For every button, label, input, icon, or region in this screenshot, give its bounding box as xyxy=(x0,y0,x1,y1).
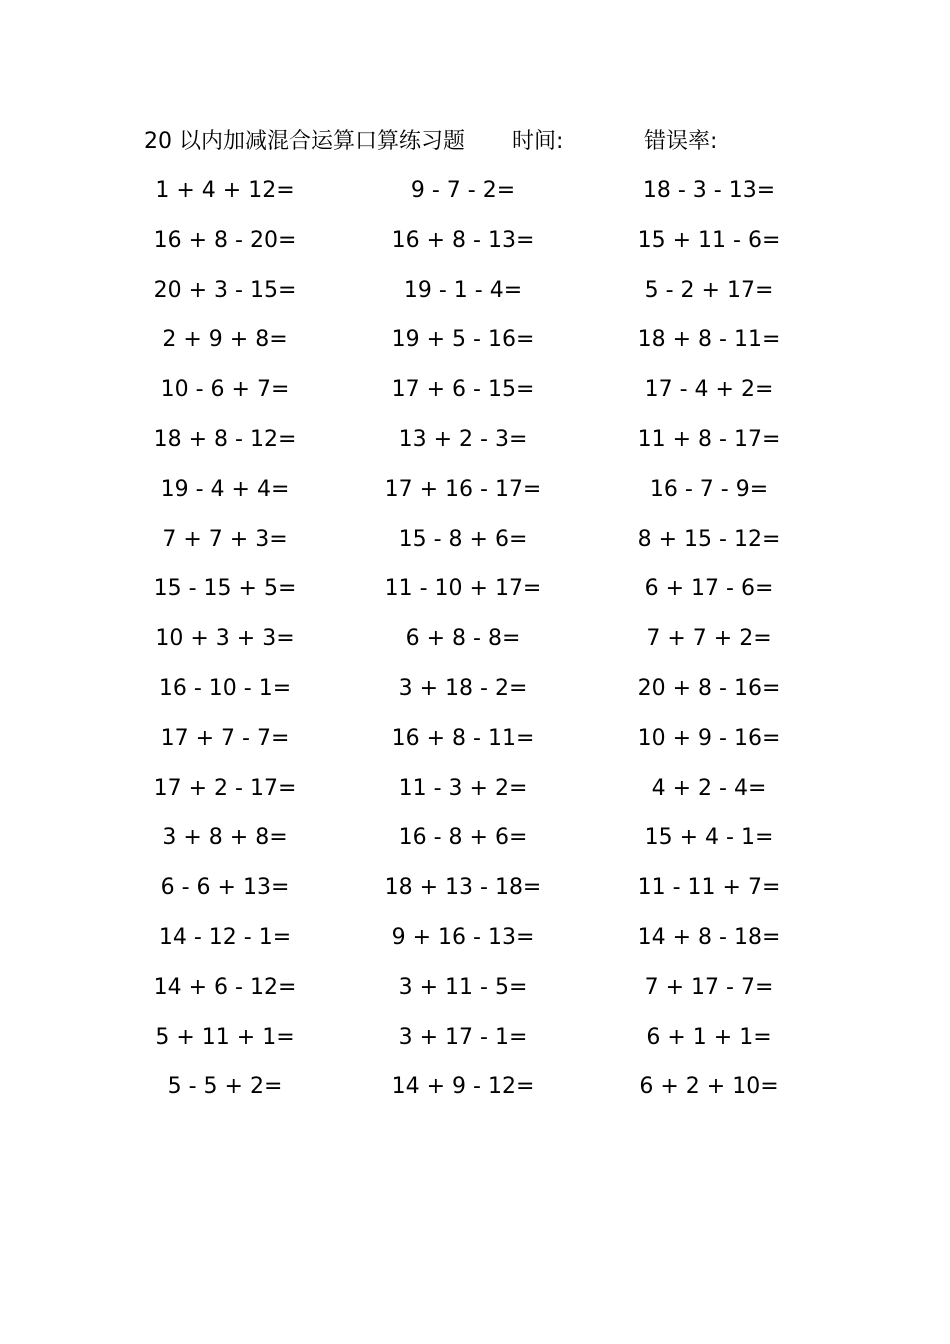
problem-row xyxy=(130,216,810,266)
problem-item: 11 + 8 - 17= xyxy=(637,426,781,452)
problem-item: 15 + 4 - 1= xyxy=(644,825,774,851)
problem-item: 14 + 8 - 18= xyxy=(637,924,781,950)
problem-item: 5 + 11 + 1= xyxy=(155,1024,295,1050)
problem-item: 7 + 7 + 3= xyxy=(162,526,288,552)
problem-item: 4 + 2 - 4= xyxy=(651,775,767,801)
problem-item: 18 - 3 - 13= xyxy=(642,178,776,203)
problem-row xyxy=(130,1062,810,1112)
problem-item: 11 - 3 + 2= xyxy=(398,775,528,801)
problem-item: 17 + 16 - 17= xyxy=(384,476,542,502)
problem-row xyxy=(130,1013,810,1063)
problem-item: 15 - 8 + 6= xyxy=(398,526,528,552)
problem-item: 18 + 8 - 11= xyxy=(637,327,781,353)
problem-row xyxy=(130,315,810,365)
problem-item: 10 - 6 + 7= xyxy=(160,377,290,403)
problem-item: 14 + 6 - 12= xyxy=(153,974,297,1000)
problem-item: 9 + 16 - 13= xyxy=(391,924,535,950)
problem-item: 3 + 11 - 5= xyxy=(398,974,528,1000)
problem-item: 13 + 2 - 3= xyxy=(398,426,528,452)
problem-item: 9 - 7 - 2= xyxy=(410,178,516,203)
worksheet-title: 20 以内加减混合运算口算练习题 xyxy=(144,129,465,154)
problem-item: 14 - 12 - 1= xyxy=(158,924,292,950)
problem-item: 19 - 4 + 4= xyxy=(160,476,290,502)
problem-item: 11 - 10 + 17= xyxy=(384,576,542,602)
problem-item: 5 - 5 + 2= xyxy=(167,1074,283,1100)
problem-item: 16 - 7 - 9= xyxy=(649,476,769,502)
worksheet-header xyxy=(144,124,844,160)
problem-row xyxy=(130,266,810,316)
problem-row xyxy=(130,415,810,465)
problem-item: 16 + 8 - 11= xyxy=(391,725,535,751)
problem-item: 7 + 7 + 2= xyxy=(646,626,772,652)
problem-item: 19 + 5 - 16= xyxy=(391,327,535,353)
time-label: 时间: xyxy=(512,129,564,154)
problem-item: 11 - 11 + 7= xyxy=(637,875,781,901)
problem-item: 16 + 8 - 13= xyxy=(391,227,535,253)
problem-item: 17 + 2 - 17= xyxy=(153,775,297,801)
problem-item: 3 + 17 - 1= xyxy=(398,1024,528,1050)
problem-item: 18 + 8 - 12= xyxy=(153,426,297,452)
problem-row xyxy=(130,863,810,913)
problem-row xyxy=(130,913,810,963)
problem-item: 17 - 4 + 2= xyxy=(644,377,774,403)
problem-row xyxy=(130,614,810,664)
problem-item: 19 - 1 - 4= xyxy=(403,277,523,303)
problem-item: 10 + 9 - 16= xyxy=(637,725,781,751)
problem-item: 8 + 15 - 12= xyxy=(637,526,781,552)
problem-item: 6 - 6 + 13= xyxy=(160,875,290,901)
problem-row xyxy=(130,515,810,565)
problem-row xyxy=(130,764,810,814)
problem-row xyxy=(130,714,810,764)
problem-row xyxy=(130,365,810,415)
problem-item: 16 + 8 - 20= xyxy=(153,227,297,253)
problem-item: 6 + 2 + 10= xyxy=(639,1074,779,1100)
problem-item: 2 + 9 + 8= xyxy=(162,327,288,353)
problem-item: 14 + 9 - 12= xyxy=(391,1074,535,1100)
problem-item: 6 + 17 - 6= xyxy=(644,576,774,602)
problem-row xyxy=(130,465,810,515)
problem-grid xyxy=(130,166,810,1112)
problem-item: 16 - 10 - 1= xyxy=(158,675,292,701)
problem-row xyxy=(130,813,810,863)
problem-item: 3 + 18 - 2= xyxy=(398,675,528,701)
problem-item: 17 + 6 - 15= xyxy=(391,377,535,403)
problem-item: 6 + 8 - 8= xyxy=(405,626,521,652)
problem-item: 16 - 8 + 6= xyxy=(398,825,528,851)
problem-item: 6 + 1 + 1= xyxy=(646,1024,772,1050)
problem-item: 1 + 4 + 12= xyxy=(155,178,295,203)
problem-item: 20 + 3 - 15= xyxy=(153,277,297,303)
problem-row xyxy=(130,963,810,1013)
problem-row xyxy=(130,166,810,216)
problem-row xyxy=(130,664,810,714)
problem-item: 15 - 15 + 5= xyxy=(153,576,297,602)
problem-item: 18 + 13 - 18= xyxy=(384,875,542,901)
problem-item: 5 - 2 + 17= xyxy=(644,277,774,303)
problem-item: 15 + 11 - 6= xyxy=(637,227,781,253)
error-rate-label: 错误率: xyxy=(644,129,718,154)
problem-row xyxy=(130,564,810,614)
problem-item: 7 + 17 - 7= xyxy=(644,974,774,1000)
problem-item: 20 + 8 - 16= xyxy=(637,675,781,701)
problem-item: 17 + 7 - 7= xyxy=(160,725,290,751)
problem-item: 10 + 3 + 3= xyxy=(155,626,295,652)
problem-item: 3 + 8 + 8= xyxy=(162,825,288,851)
